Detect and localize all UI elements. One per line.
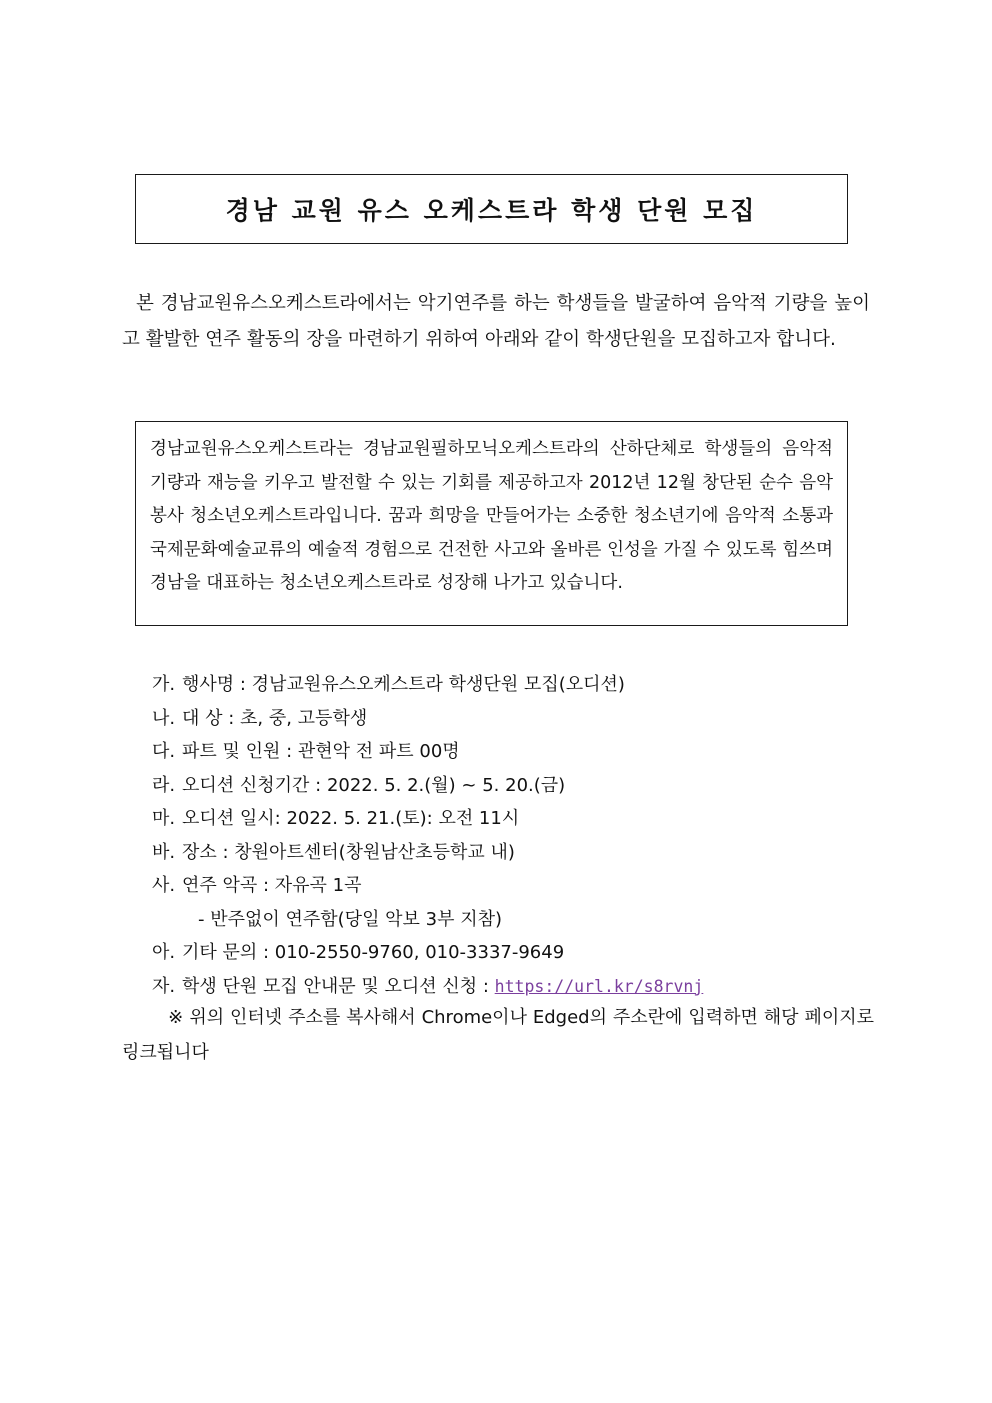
note-text: ※ 위의 인터넷 주소를 복사해서 Chrome이나 Edged의 주소란에 입력하면 해당 페이지로 링크됩니다 [122, 1007, 874, 1063]
details-list [152, 668, 872, 1003]
list-item [152, 702, 872, 736]
title-box [135, 174, 848, 244]
list-sub-item: - 반주없이 연주함(당일 악보 3부 지참) [198, 908, 503, 930]
list-item-marker: 바. [152, 841, 176, 863]
list-item-marker: 다. [152, 741, 176, 762]
list-item-text: 학생 단원 모집 안내문 및 오디션 신청 : [182, 975, 489, 997]
list-item-text: 파트 및 인원 : 관현악 전 파트 00명 [182, 741, 460, 762]
list-item-marker: 아. [152, 942, 176, 963]
list-item [152, 836, 872, 870]
list-item-text: 기타 문의 : 010-2550-9760, 010-3337-9649 [182, 942, 565, 963]
list-item-link [152, 970, 872, 1004]
list-item [152, 802, 872, 836]
list-item-text: 오디션 신청기간 : 2022. 5. 2.(월) ~ 5. 20.(금) [182, 774, 566, 796]
list-item-text: 오디션 일시: 2022. 5. 21.(토): 오전 11시 [182, 808, 520, 829]
list-item-text: 행사명 : 경남교원유스오케스트라 학생단원 모집(오디션) [182, 674, 625, 695]
description-paragraph: 경남교원유스오케스트라는 경남교원필하모닉오케스트라의 산하단체로 학생들의 음악적 기량과 재능을 키우고 발전할 수 있는 기회를 제공하고자 2012년 12월 창단된 순수 음악봉사 청소년오케스트라입니다. 꿈과 희망을 만들어가는 소중한 청소년기에 음악적 소통과 국제문화예술교류의 예술적 경험으로 건전한 사고와 올바른 인성을 가질 수 있도록 힘쓰며 경남을 대표하는 청소년오케스트라로 성장해 나가고 있습니다. [150, 439, 833, 593]
list-item [152, 869, 872, 903]
intro-paragraph: 본 경남교원유스오케스트라에서는 악기연주를 하는 학생들을 발굴하여 음악적 기량을 높이고 활발한 연주 활동의 장을 마련하기 위하여 아래와 같이 학생단원을 모집하고자 합니다. [122, 293, 870, 350]
list-item-text: 대 상 : 초, 중, 고등학생 [182, 707, 368, 729]
list-item-text: 장소 : 창원아트센터(창원남산초등학교 내) [182, 841, 515, 863]
list-item [152, 936, 872, 970]
list-item-marker: 나. [152, 707, 176, 729]
page-title: 경남 교원 유스 오케스트라 학생 단원 모집 [225, 196, 758, 225]
list-item [152, 769, 872, 803]
audition-application-link[interactable]: https://url.kr/s8rvnj [494, 976, 704, 996]
list-item-marker: 자. [152, 975, 176, 997]
description-box [135, 421, 848, 626]
list-item-marker: 가. [152, 674, 176, 695]
list-item [152, 735, 872, 769]
list-item-marker: 라. [152, 774, 176, 796]
list-item-marker: 마. [152, 808, 176, 829]
note-paragraph [122, 1000, 874, 1070]
list-item-marker: 사. [152, 875, 176, 896]
list-item-text: 연주 악곡 : 자유곡 1곡 [182, 875, 362, 896]
list-item [152, 668, 872, 702]
